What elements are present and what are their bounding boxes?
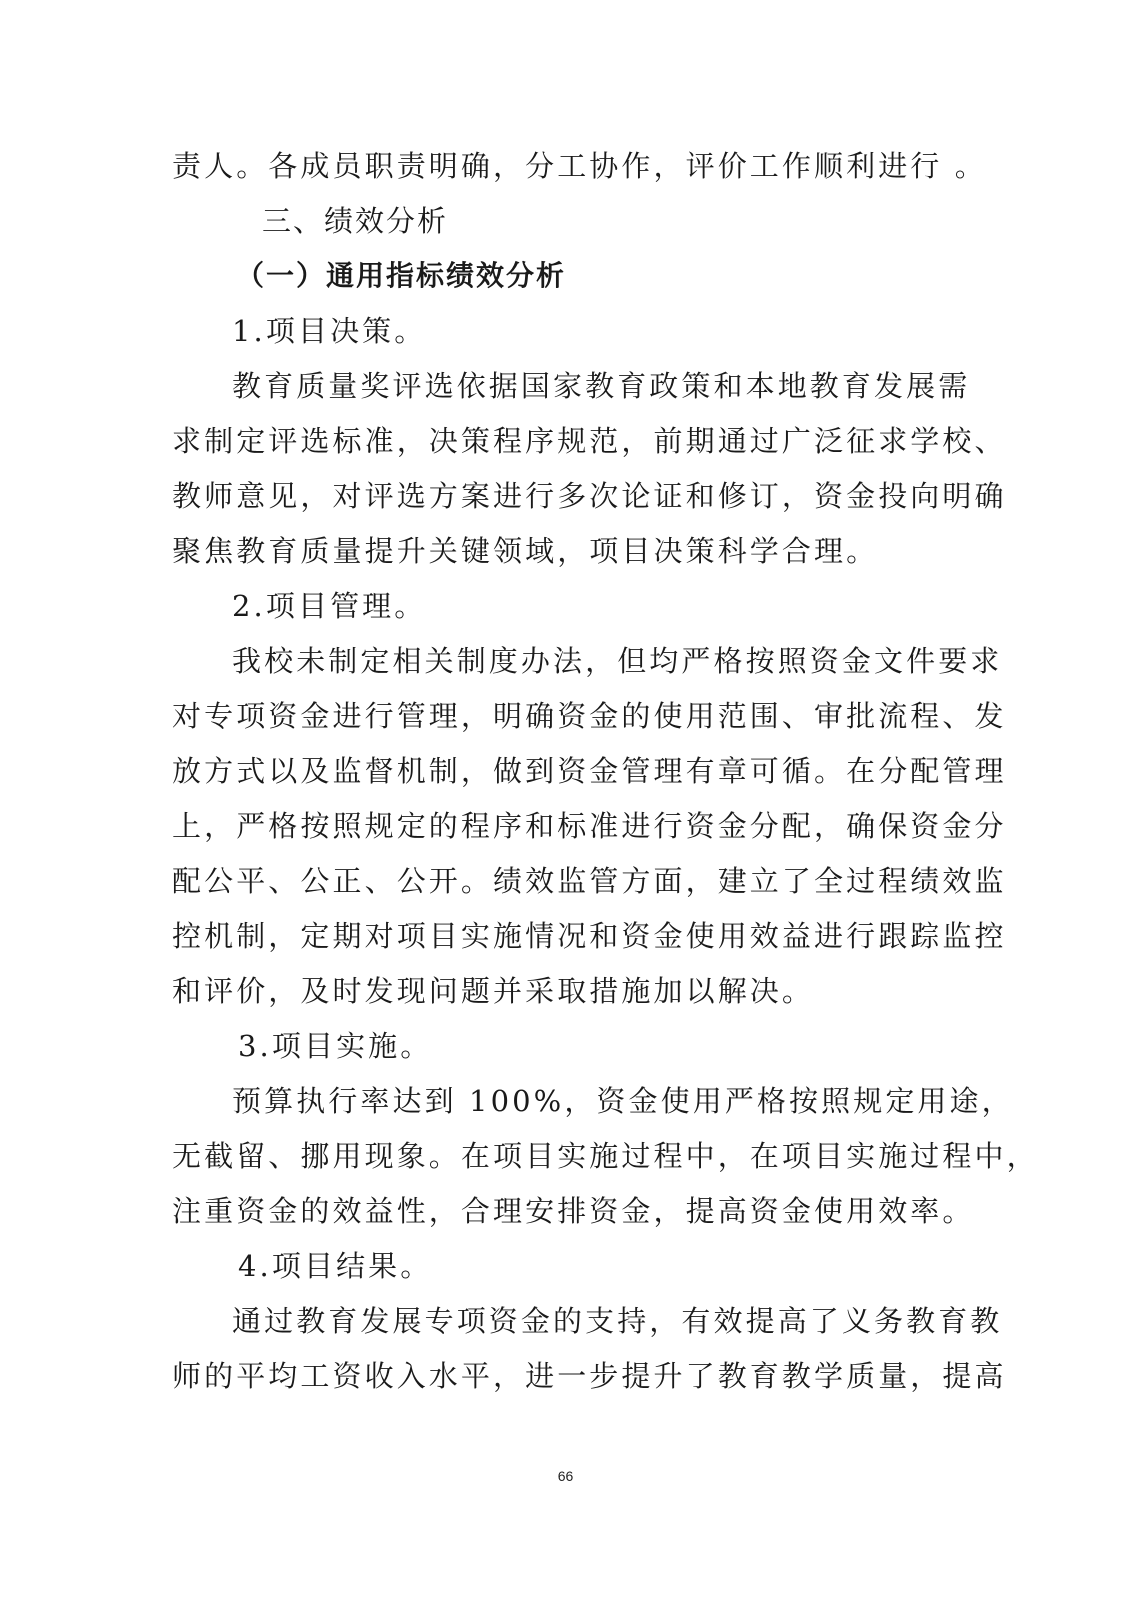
- paragraph-line: 责人。各成员职责明确，分工协作，评价工作顺利进行 。: [172, 149, 987, 183]
- paragraph-line: 对专项资金进行管理，明确资金的使用范围、审批流程、发: [172, 699, 1007, 733]
- paragraph-line: 教师意见，对评选方案进行多次论证和修订，资金投向明确: [172, 479, 1007, 513]
- item-heading: 4.项目结果。: [238, 1249, 433, 1283]
- page-number: 66: [557, 1468, 574, 1484]
- paragraph-line: 师的平均工资收入水平，进一步提升了教育教学质量，提高: [172, 1359, 1007, 1393]
- subsection-heading: （一）通用指标绩效分析: [236, 259, 567, 292]
- paragraph-line: 上，严格按照规定的程序和标准进行资金分配，确保资金分: [172, 809, 1007, 843]
- paragraph-line: 聚焦教育质量提升关键领域，项目决策科学合理。: [172, 534, 879, 568]
- paragraph-line: 控机制，定期对项目实施情况和资金使用效益进行跟踪监控: [172, 919, 1007, 953]
- paragraph-line: 通过教育发展专项资金的支持，有效提高了义务教育教: [232, 1304, 1003, 1338]
- paragraph-line: 配公平、公正、公开。绩效监管方面，建立了全过程绩效监: [172, 864, 1007, 898]
- paragraph-line: 教育质量奖评选依据国家教育政策和本地教育发展需: [232, 369, 971, 403]
- paragraph-line: 我校未制定相关制度办法，但均严格按照资金文件要求: [232, 644, 1003, 678]
- paragraph-line: 放方式以及监督机制，做到资金管理有章可循。在分配管理: [172, 754, 1007, 788]
- item-heading: 1.项目决策。: [232, 314, 427, 348]
- paragraph-line: 和评价，及时发现问题并采取措施加以解决。: [172, 974, 815, 1008]
- paragraph-line: 注重资金的效益性，合理安排资金，提高资金使用效率。: [172, 1194, 975, 1228]
- item-heading: 2.项目管理。: [232, 589, 427, 623]
- paragraph-line: 无截留、挪用现象。在项目实施过程中，在项目实施过程中，: [172, 1139, 1039, 1173]
- paragraph-line: 求制定评选标准，决策程序规范，前期通过广泛征求学校、: [172, 424, 1007, 458]
- item-heading: 3.项目实施。: [238, 1029, 433, 1063]
- paragraph-line: 预算执行率达到 100%，资金使用严格按照规定用途，: [232, 1084, 1014, 1118]
- section-heading: 三、绩效分析: [262, 204, 449, 238]
